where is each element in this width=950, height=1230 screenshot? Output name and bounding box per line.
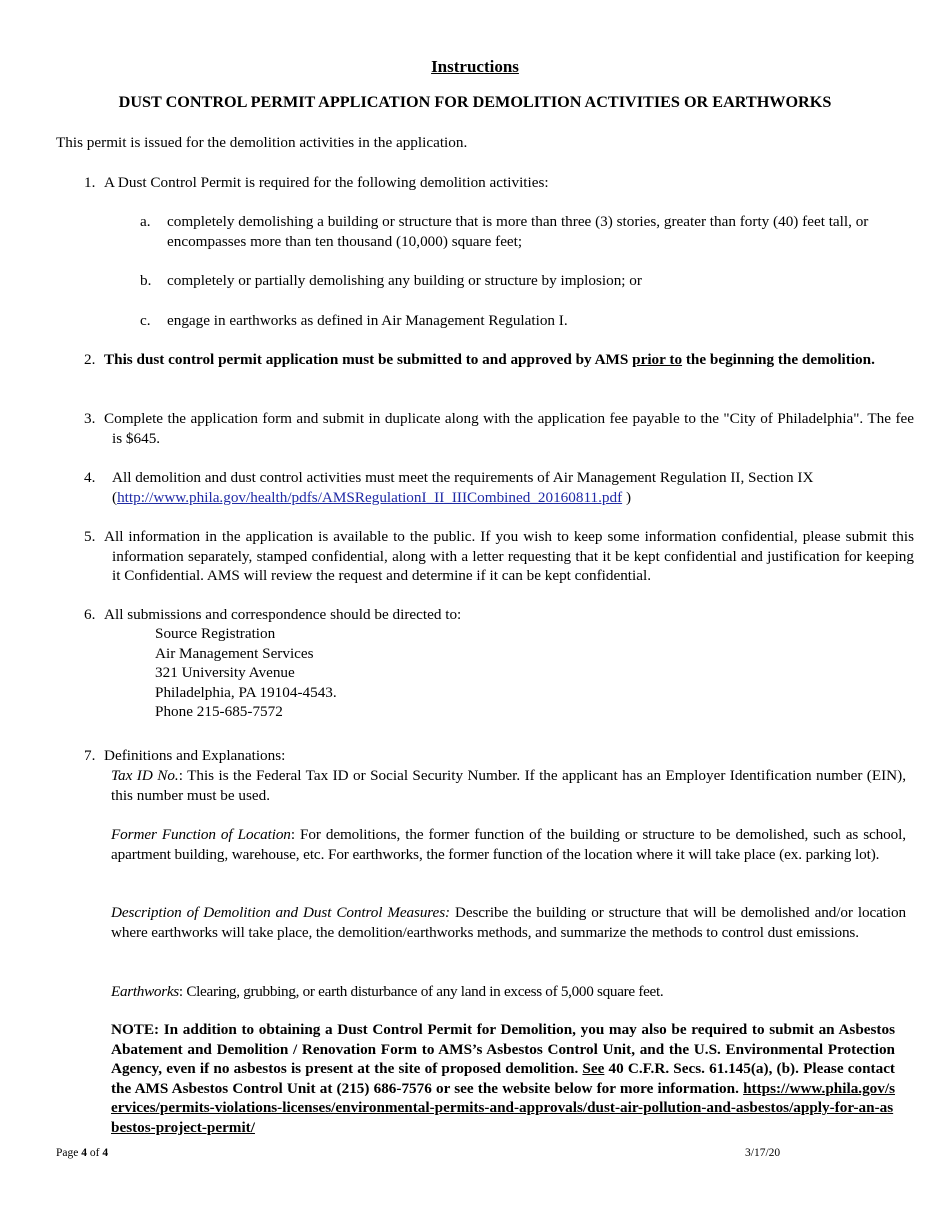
note-text-b: 40 C.F.R. Secs. 61.145(a), (b). Please contact the AMS Asbestos Control Unit at (215) 686-7576 or see the website below for more information.	[111, 1060, 895, 1097]
definition-separator: :	[178, 983, 187, 1000]
item-5-number: 5.	[84, 528, 96, 545]
definition-description	[111, 903, 906, 942]
item-4-text-b: )	[622, 488, 631, 506]
item-7-text: Definitions and Explanations:	[104, 747, 286, 764]
item-2-number: 2.	[84, 351, 96, 368]
item-1c-letter: c.	[140, 312, 151, 329]
item-5-text: All information in the application is available to the public. If you wish to keep some information confidential, please submit this information separately, stamped confidential, along with a letter requesting that it be kept confidential and justification for keeping it Confidential. AMS will review the request and determine if it can be kept confidential.	[104, 528, 914, 585]
item-2-text-b: the beginning the demolition.	[682, 351, 875, 368]
item-1b-text: completely or partially demolishing any building or structure by implosion; or	[167, 272, 642, 289]
item-1b-letter: b.	[140, 272, 152, 289]
regulation-link[interactable]: http://www.phila.gov/health/pdfs/AMSRegulationI_II_IIICombined_20160811.pdf	[117, 488, 623, 506]
definition-earthworks	[111, 982, 906, 1002]
address-line: Philadelphia, PA 19104-4543.	[155, 683, 337, 701]
definition-term: Earthworks	[111, 983, 179, 1000]
item-6-text: All submissions and correspondence should be directed to:	[104, 606, 462, 623]
page-title: Instructions	[431, 57, 519, 76]
definition-former-function	[111, 825, 906, 864]
item-2-text-a: This dust control permit application must be submitted to and approved by AMS	[104, 351, 633, 368]
note-see: See	[582, 1060, 605, 1078]
definition-text: This is the Federal Tax ID or Social Security Number. If the applicant has an Employer Identification number (EIN), this number must be used.	[111, 767, 906, 804]
revision-date: 3/17/20	[745, 1147, 781, 1159]
definition-tax-id	[111, 766, 906, 805]
page-label: Page	[56, 1147, 79, 1159]
page-total: 4	[102, 1147, 109, 1159]
item-1a-text: completely demolishing a building or structure that is more than three (3) stories, greater than forty (40) feet tall, or encompasses more than ten thousand (10,000) square feet;	[167, 213, 869, 250]
item-7-number: 7.	[84, 747, 96, 764]
mailing-address	[155, 624, 337, 722]
item-4-text	[104, 468, 914, 507]
item-2-prior-to: prior to	[632, 351, 683, 368]
definition-separator: :	[178, 767, 188, 784]
item-3-number: 3.	[84, 410, 96, 427]
address-line: Air Management Services	[155, 644, 314, 662]
item-4-text-a: All demolition and dust control activities must meet the requirements of Air Management Regulation II, Section IX (	[112, 469, 814, 506]
form-heading: DUST CONTROL PERMIT APPLICATION FOR DEMOLITION ACTIVITIES OR EARTHWORKS	[118, 93, 832, 111]
intro-text: This permit is issued for the demolition activities in the application.	[56, 134, 468, 151]
item-3-text: Complete the application form and submit in duplicate along with the application fee payable to the "City of Philadelphia". The fee is $645.	[104, 410, 914, 447]
address-line: Phone 215-685-7572	[155, 703, 283, 721]
address-line: Source Registration	[155, 625, 276, 642]
definition-term: Description of Demolition and Dust Control Measures:	[111, 904, 450, 921]
page-current: 4	[81, 1147, 87, 1159]
item-1c-text: engage in earthworks as defined in Air Management Regulation I.	[167, 312, 568, 329]
item-1-text: A Dust Control Permit is required for the following demolition activities:	[104, 174, 549, 191]
definition-term: Former Function of Location	[111, 826, 291, 843]
definition-separator: :	[290, 826, 300, 843]
address-line: 321 University Avenue	[155, 664, 295, 682]
page-of: of	[89, 1147, 100, 1159]
item-1-number: 1.	[84, 174, 96, 191]
item-6-number: 6.	[84, 606, 96, 623]
item-2-text	[104, 350, 914, 370]
definition-text: Clearing, grubbing, or earth disturbance of any land in excess of 5,000 square feet.	[186, 983, 664, 1000]
definition-term: Tax ID No.	[111, 767, 179, 784]
item-1a-letter: a.	[140, 213, 151, 230]
item-4-number: 4.	[84, 469, 96, 486]
note-text-a: NOTE: In addition to obtaining a Dust Control Permit for Demolition, you may also be required to submit an Asbestos Abatement and Demolition / Renovation Form to AMS’s Asbestos Control Unit, and the U.S. Environmental Protection Agency, even if no asbestos is present at the site of proposed demolition.	[111, 1021, 895, 1078]
definition-text: For demolitions, the former function of the building or structure to be demolished, such as school, apartment building, warehouse, etc. For earthworks, the former function of the location where it will take place (ex. parking lot).	[111, 826, 906, 863]
page-number	[56, 1144, 108, 1164]
asbestos-permit-link[interactable]: https://www.phila.gov/services/permits-violations-licenses/environmental-permits-and-approvals/dust-air-pollution-and-asbestos/apply-for-an-asbestos-project-permit/	[111, 1079, 895, 1136]
definition-text: Describe the building or structure that will be demolished and/or location where earthworks will take place, the demolition/earthworks methods, and summarize the methods to control dust emissions.	[111, 904, 906, 941]
asbestos-note	[111, 1020, 895, 1138]
